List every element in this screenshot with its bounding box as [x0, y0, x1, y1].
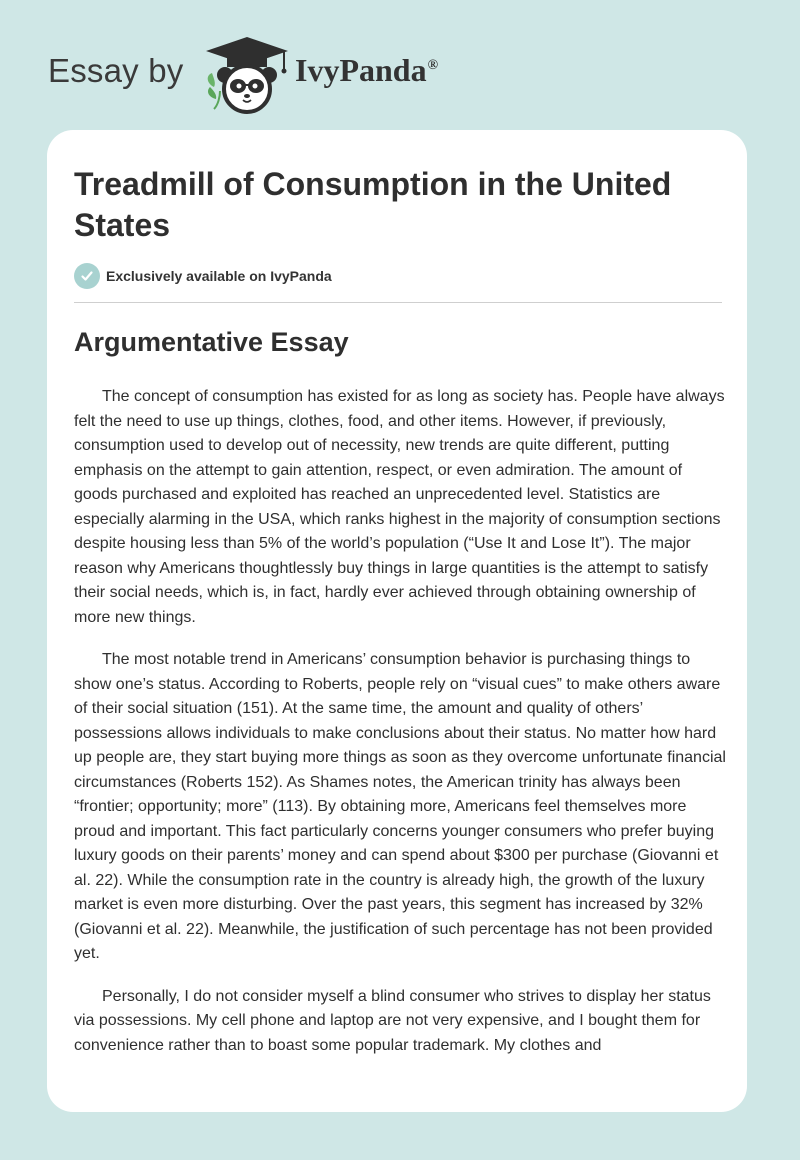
divider [74, 302, 722, 303]
exclusive-label: Exclusively available on IvyPanda [106, 268, 332, 284]
essay-card [47, 130, 747, 1112]
check-icon [74, 263, 100, 289]
brand-prefix: Essay by [48, 52, 184, 89]
page-title: Treadmill of Consumption in the United States [74, 166, 672, 243]
paragraph: The most notable trend in Americans’ consumption behavior is purchasing things to show one’s status. According to Roberts, people rely on “visual cues” to make others aware of their social situation (151). At the same time, the amount and quality of others’ possessions allows individuals to make conclusions about their status. No matter how hard up people are, they start buying more things as soon as they overcome unfortunate financial circumstances (Roberts 152). As Shames notes, the American trinity has always been “frontier; opportunity; more” (113). By obtaining more, Americans feel themselves more proud and important. This fact particularly concerns younger consumers who prefer buying luxury goods on their parents’ money and can spend about $300 per purchase (Giovanni et al. 22). While the consumption rate in the country is already high, the growth of the luxury market is even more disturbing. Over the past years, this segment has increased by 32% (Giovanni et al. 22). Meanwhile, the justification of such percentage has not been provided yet. [74, 651, 726, 962]
exclusive-badge [74, 263, 332, 289]
paragraph: The concept of consumption has existed for as long as society has. People have always felt the need to use up things, clothes, food, and other items. However, if previously, consumption used to develop out of necessity, new trends are quite different, putting emphasis on the attempt to gain attention, respect, or even admiration. The amount of goods purchased and exploited has reached an unprecedented level. Statistics are especially alarming in the USA, which ranks highest in the majority of consumption sections despite housing less than 5% of the world’s population (“Use It and Lose It”). The major reason why Americans thoughtlessly buy things in large quantities is the attempt to satisfy their social needs, which is, in fact, hardly ever achieved through obtaining ownership of more new things. [74, 388, 725, 626]
brand-name: IvyPanda® [295, 52, 439, 88]
registered-mark: ® [427, 58, 439, 74]
brand-header[interactable] [48, 30, 508, 120]
essay-body [74, 385, 726, 1076]
panda-logo-icon [200, 35, 295, 115]
essay-type-heading: Argumentative Essay [74, 327, 349, 357]
paragraph: Personally, I do not consider myself a blind consumer who strives to display her status via possessions. My cell phone and laptop are not very expensive, and I bought them for convenience rather than to boast some popular trademark. My clothes and [74, 987, 711, 1054]
